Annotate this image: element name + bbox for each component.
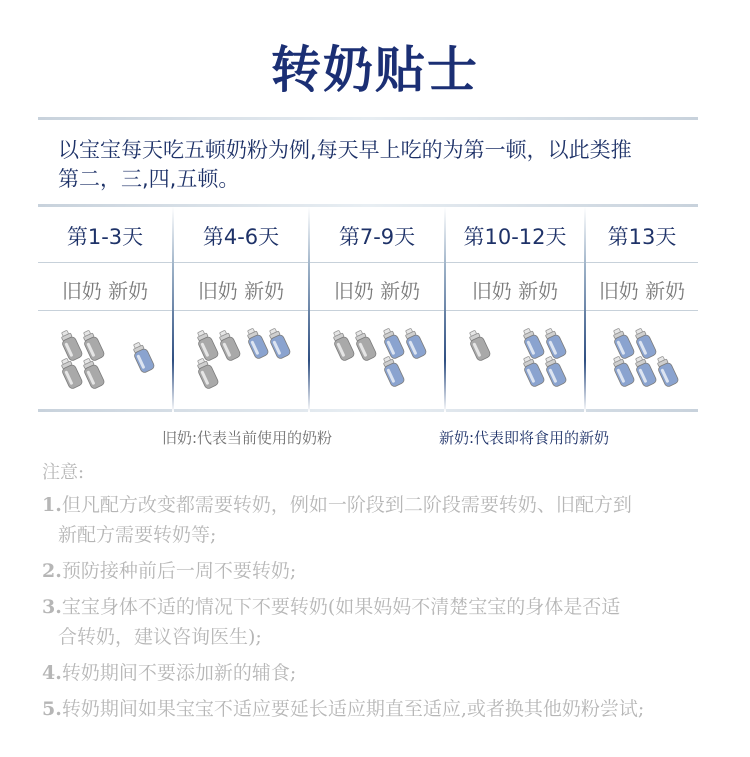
notes-section	[42, 458, 742, 730]
note-text-continued: 合转奶，建议咨询医生);	[58, 626, 262, 648]
old-milk-bottle-icon	[466, 329, 492, 363]
bottle-group	[38, 323, 172, 393]
bottle-group	[310, 323, 444, 393]
notes-title: 注意:	[42, 462, 85, 483]
column-header: 第13天	[607, 225, 677, 249]
column-header: 第10-12天	[463, 225, 567, 249]
old-milk-bottle-icon	[80, 357, 106, 391]
legend-old-milk: 旧奶:代表当前使用的奶粉	[162, 429, 333, 447]
old-milk-bottle-icon	[352, 329, 378, 363]
bottle-group	[174, 323, 308, 393]
column-header: 第7-9天	[338, 225, 416, 249]
column-header: 第1-3天	[66, 225, 144, 249]
column-days-7-9	[310, 207, 444, 412]
note-item	[42, 592, 742, 652]
note-number: 3.	[42, 596, 62, 618]
new-milk-bottle-icon	[654, 355, 680, 389]
page-title: 转奶贴士	[271, 41, 479, 99]
note-item	[42, 490, 742, 550]
intro-text	[58, 136, 698, 194]
new-milk-bottle-icon	[266, 327, 292, 361]
transition-table	[38, 207, 698, 412]
note-text: 转奶期间不要添加新的辅食;	[61, 662, 297, 684]
divider-top	[38, 117, 698, 120]
note-item	[42, 694, 742, 724]
column-subheader: 旧奶 新奶	[61, 279, 149, 303]
bottle-group	[446, 323, 584, 393]
note-text: 预防接种前后一周不要转奶;	[61, 560, 297, 582]
note-number: 5.	[42, 698, 62, 720]
intro-line-1: 以宝宝每天吃五顿奶粉为例,每天早上吃的为第一顿，以此类推	[58, 138, 632, 162]
note-text: 转奶期间如果宝宝不适应要延长适应期直至适应,或者换其他奶粉尝试;	[61, 698, 645, 720]
note-text: 但凡配方改变都需要转奶，例如一阶段到二阶段需要转奶、旧配方到	[61, 494, 632, 516]
column-subheader: 旧奶 新奶	[197, 279, 285, 303]
new-milk-bottle-icon	[542, 355, 568, 389]
note-item	[42, 556, 742, 586]
note-number: 4.	[42, 662, 62, 684]
note-item	[42, 658, 742, 688]
note-text: 宝宝身体不适的情况下不要转奶(如果妈妈不清楚宝宝的身体是否适	[61, 596, 621, 618]
column-day-13	[586, 207, 698, 412]
column-days-1-3	[38, 207, 172, 412]
column-days-10-12	[446, 207, 584, 412]
intro-line-2: 第二，三,四,五顿。	[58, 167, 240, 191]
note-number: 1.	[42, 494, 62, 516]
column-subheader: 旧奶 新奶	[598, 279, 686, 303]
note-text-continued: 新配方需要转奶等;	[58, 524, 217, 546]
column-subheader: 旧奶 新奶	[471, 279, 559, 303]
column-header: 第4-6天	[202, 225, 280, 249]
bottle-group	[586, 323, 698, 393]
old-milk-bottle-icon	[194, 357, 220, 391]
new-milk-bottle-icon	[130, 341, 156, 375]
legend-new-milk: 新奶:代表即将食用的新奶	[439, 429, 610, 447]
column-days-4-6	[174, 207, 308, 412]
new-milk-bottle-icon	[380, 355, 406, 389]
column-subheader: 旧奶 新奶	[333, 279, 421, 303]
note-number: 2.	[42, 560, 62, 582]
